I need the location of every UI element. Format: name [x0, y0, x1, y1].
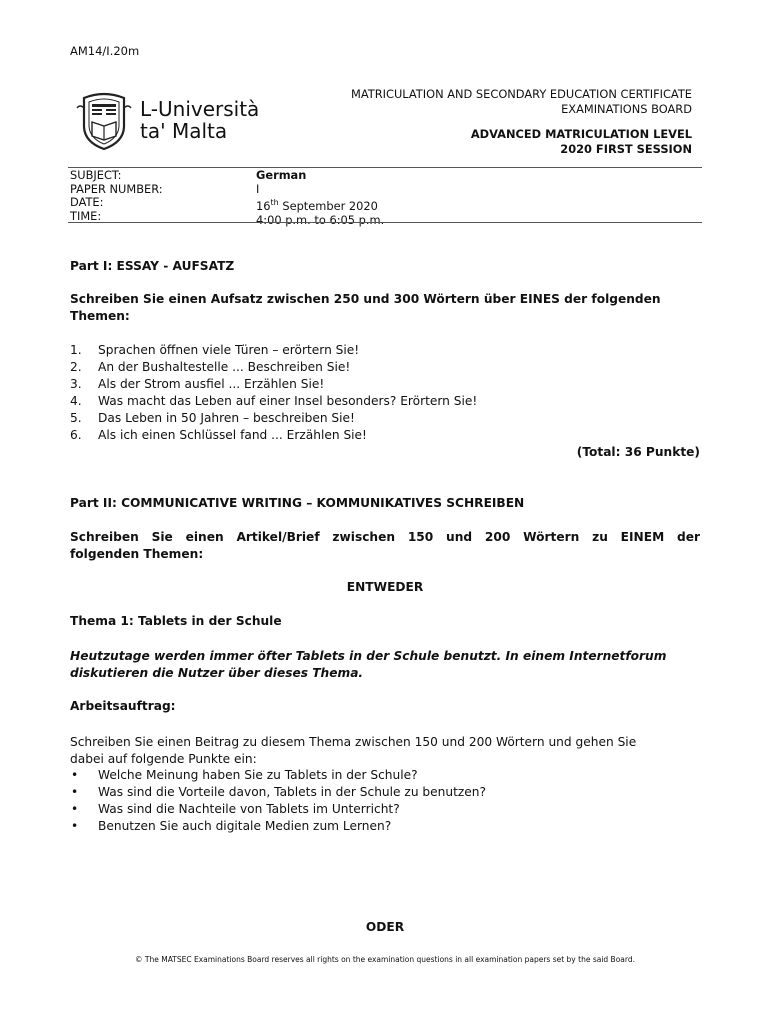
paper-number-value: I — [256, 181, 260, 196]
level-line2: 2020 FIRST SESSION — [560, 142, 692, 156]
list-item — [70, 410, 477, 427]
topic-number: 3. — [70, 377, 82, 391]
time-value: 4:00 p.m. to 6:05 p.m. — [256, 212, 385, 227]
topic-list — [70, 342, 477, 444]
topic-number: 2. — [70, 360, 82, 374]
list-item — [70, 427, 477, 444]
list-item — [70, 342, 477, 359]
part2-heading: Part II: COMMUNICATIVE WRITING – KOMMUNIKATIVES SCHREIBEN — [70, 496, 525, 510]
date-label: DATE: — [70, 195, 104, 210]
point-text: Benutzen Sie auch digitale Medien zum Lernen? — [98, 819, 392, 833]
list-item — [70, 376, 477, 393]
theme1-intro-line2: diskutieren die Nutzer über dieses Thema. — [70, 666, 364, 680]
list-item — [70, 818, 486, 835]
list-item — [70, 359, 477, 376]
topic-number: 6. — [70, 428, 82, 442]
part2-instruction — [70, 529, 700, 563]
exam-board — [351, 87, 692, 117]
either-label: ENTWEDER — [346, 580, 424, 594]
theme1-intro-line1: Heutzutage werden immer öfter Tablets in der Schule benutzt. In einem Internetforum — [70, 649, 667, 663]
list-item — [70, 393, 477, 410]
topic-text: Sprachen öffnen viele Türen – erörtern Sie! — [98, 343, 360, 357]
board-line2: EXAMINATIONS BOARD — [561, 102, 692, 116]
part1-total: (Total: 36 Punkte) — [576, 445, 700, 459]
point-text: Was sind die Vorteile davon, Tablets in der Schule zu benutzen? — [98, 785, 486, 799]
topic-number: 5. — [70, 411, 82, 425]
point-text: Was sind die Nachteile von Tablets im Unterricht? — [98, 802, 400, 816]
bullet-icon: • — [71, 768, 79, 782]
task-line1: Schreiben Sie einen Beitrag zu diesem Thema zwischen 150 und 200 Wörtern und gehen Sie — [70, 735, 637, 749]
time-label: TIME: — [70, 208, 102, 223]
topic-text: Als ich einen Schlüssel fand ... Erzählen Sie! — [98, 428, 367, 442]
university-name-line1: L-Università — [140, 97, 260, 121]
date-day: 16 — [256, 198, 271, 213]
or-label: ODER — [365, 920, 405, 934]
theme1-title: Thema 1: Tablets in der Schule — [70, 614, 282, 628]
board-line1: MATRICULATION AND SECONDARY EDUCATION CERTIFICATE — [351, 87, 692, 101]
meta-values — [256, 169, 384, 227]
paper-code: AM14/I.20m — [70, 44, 140, 58]
topic-text: Als der Strom ausfiel ... Erzählen Sie! — [98, 377, 325, 391]
topic-number: 1. — [70, 343, 82, 357]
part1-instruction: Schreiben Sie einen Aufsatz zwischen 250 und 300 Wörtern über EINES der folgenden Themen: — [70, 292, 661, 323]
topic-text: Das Leben in 50 Jahren – beschreiben Sie! — [98, 411, 355, 425]
bullet-icon: • — [71, 785, 79, 799]
paper-number-label: PAPER NUMBER: — [70, 181, 163, 196]
level-line1: ADVANCED MATRICULATION LEVEL — [470, 127, 692, 141]
bullet-icon: • — [71, 819, 79, 833]
task-label: Arbeitsauftrag: — [70, 699, 176, 713]
list-item — [70, 767, 486, 784]
part2-instruction-line2: folgenden Themen: — [70, 547, 204, 561]
bullet-icon: • — [71, 802, 79, 816]
divider-bottom — [68, 222, 702, 223]
exam-level — [471, 127, 692, 157]
date-suffix: th — [270, 198, 279, 208]
task-text — [70, 734, 700, 768]
task-points — [70, 767, 486, 835]
part2-instruction-line1: Schreiben Sie einen Artikel/Brief zwischen 150 und 200 Wörtern zu EINEM der — [70, 530, 700, 544]
part1-heading: Part I: ESSAY - AUFSATZ — [70, 259, 235, 273]
topic-number: 4. — [70, 394, 82, 408]
theme1-intro — [70, 648, 700, 682]
date-rest: September 2020 — [278, 198, 378, 213]
copyright-footer: © The MATSEC Examinations Board reserves all rights on the examination questions in all examination papers set by the said Board. — [135, 955, 635, 964]
meta-labels — [70, 169, 163, 223]
date-value — [256, 196, 384, 213]
topic-text: An der Bushaltestelle ... Beschreiben Sie! — [98, 360, 351, 374]
university-name-line2: ta' Malta — [140, 119, 228, 143]
topic-text: Was macht das Leben auf einer Insel besonders? Erörtern Sie! — [98, 394, 478, 408]
subject-value: German — [256, 168, 307, 182]
task-line2: dabei auf folgende Punkte ein: — [70, 752, 257, 766]
university-name — [140, 98, 259, 142]
list-item — [70, 784, 486, 801]
point-text: Welche Meinung haben Sie zu Tablets in der Schule? — [98, 768, 418, 782]
subject-label: SUBJECT: — [70, 168, 122, 182]
university-crest-icon — [76, 92, 132, 150]
list-item — [70, 801, 486, 818]
divider-top — [68, 167, 702, 168]
